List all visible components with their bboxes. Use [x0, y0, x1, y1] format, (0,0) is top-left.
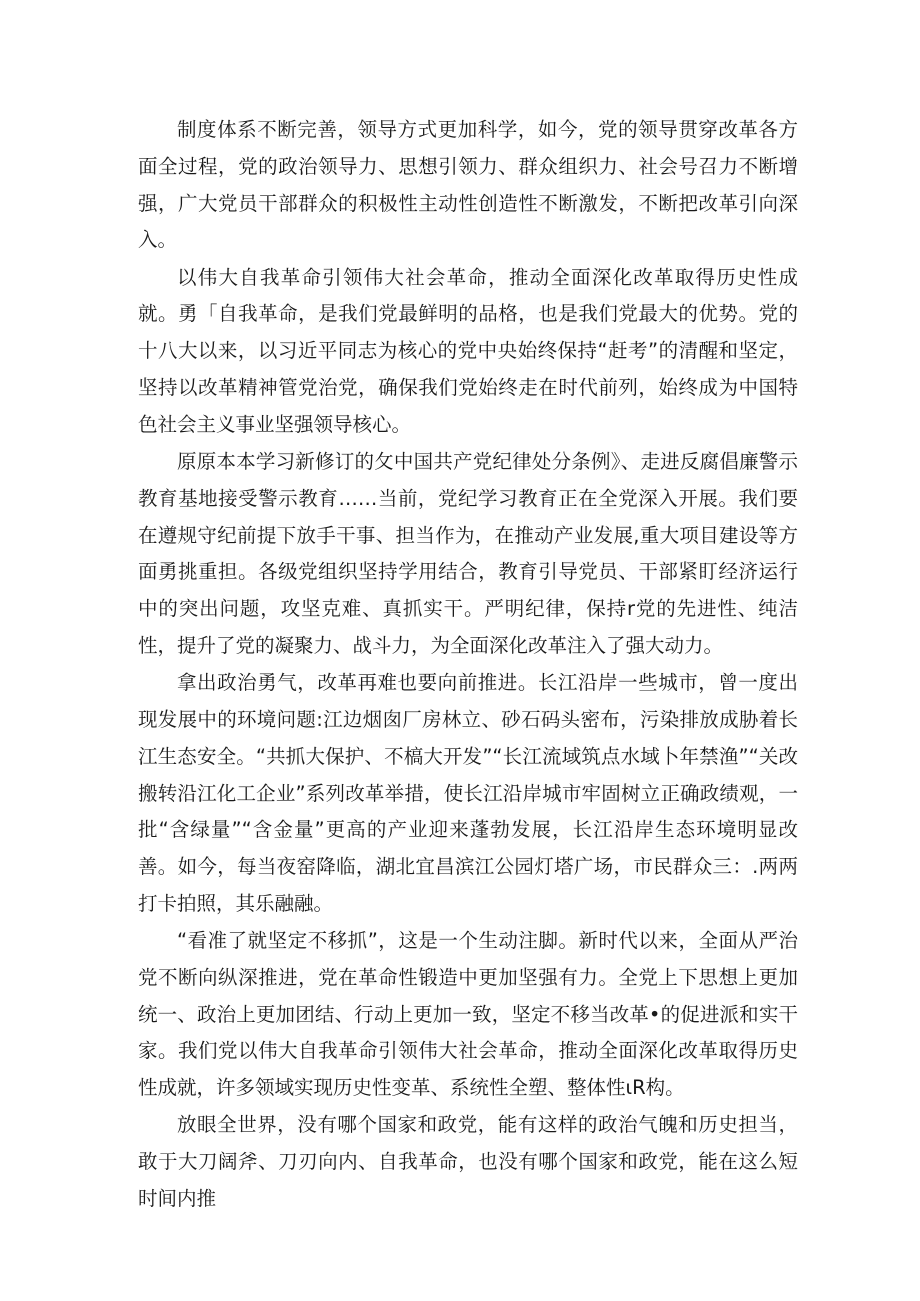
paragraph-1: 制度体系不断完善，领导方式更加科学，如今，党的领导贯穿改革各方面全过程，党的政治领导力、思想引领力、群众组织力、社会号召力不断增强，广大党员干部群众的积极性主动性创造性不断激发，不断把改革引向深入。: [138, 118, 798, 252]
paragraph-4: 拿出政治勇气，改革再难也要向前推进。长江沿岸一些城市，曾一度出现发展中的环境问题:江边烟囱厂房林立、砂石码头密布，污染排放成胁着长江生态安全。“共抓大保护、不槁大开发”“长江流域筑点水域卜年禁渔”“关改搬转沿江化工企业”系列改革举措，使长江沿岸城市牢固树立正确政绩观，一批“含绿量”“含金量”更高的产业迎来蓬勃发展，长江沿岸生态环境明显改善。如今，每当夜窑降临，湖北宜昌滨江公园灯塔广场，市民群众三：.两两打卡拍照，其乐融融。: [138, 671, 798, 915]
document-body: [138, 112, 798, 1218]
paragraph-6: 放眼全世界，没有哪个国家和政党，能有这样的政治气魄和历史担当，敢于大刀阔斧、刀刃向内、自我革命，也没有哪个国家和政党，能在这么短时间内推: [138, 1113, 798, 1211]
paragraph-3: 原原本本学习新修订的攵中国共产党纪律处分条例》、走进反腐倡廉警示教育基地接受警示教育……当前，党纪学习教育正在全党深入开展。我们要在遵规守纪前提下放手干事、担当作为，在推动产业发展,重大项目建设等方面勇挑重担。各级党组织坚持学用结合，教育引导党员、干部紧盯经济运行中的突出问题，攻坚克难、真抓实干。严明纪律，保持r党的先进性、纯洁性，提升了党的凝聚力、战斗力，为全面深化改革注入了强大动力。: [138, 449, 798, 657]
paragraph-2: 以伟大自我革命引领伟大社会革命，推动全面深化改革取得历史性成就。勇「自我革命，是我们党最鲜明的品格，也是我们党最大的优势。党的十八大以来，以习近平同志为核心的党中央始终保持“赶考”的清醒和坚定，坚持以改革精神管党治党，确保我们党始终走在时代前列，始终成为中国特色社会主义事业坚强领导核心。: [138, 265, 798, 436]
paragraph-5: “看准了就坚定不移抓”，这是一个生动注脚。新时代以来，全面从严治党不断向纵深推进，党在革命性锻造中更加坚强有力。全党上下思想上更加统一、政治上更加团结、行动上更加一致，坚定不移当改革•的促进派和实干家。我们党以伟大自我革命引领伟大社会革命，推动全面深化改革取得历史性成就，许多领域实现历史性变革、系统性全塑、整体性ιR构。: [138, 929, 798, 1100]
